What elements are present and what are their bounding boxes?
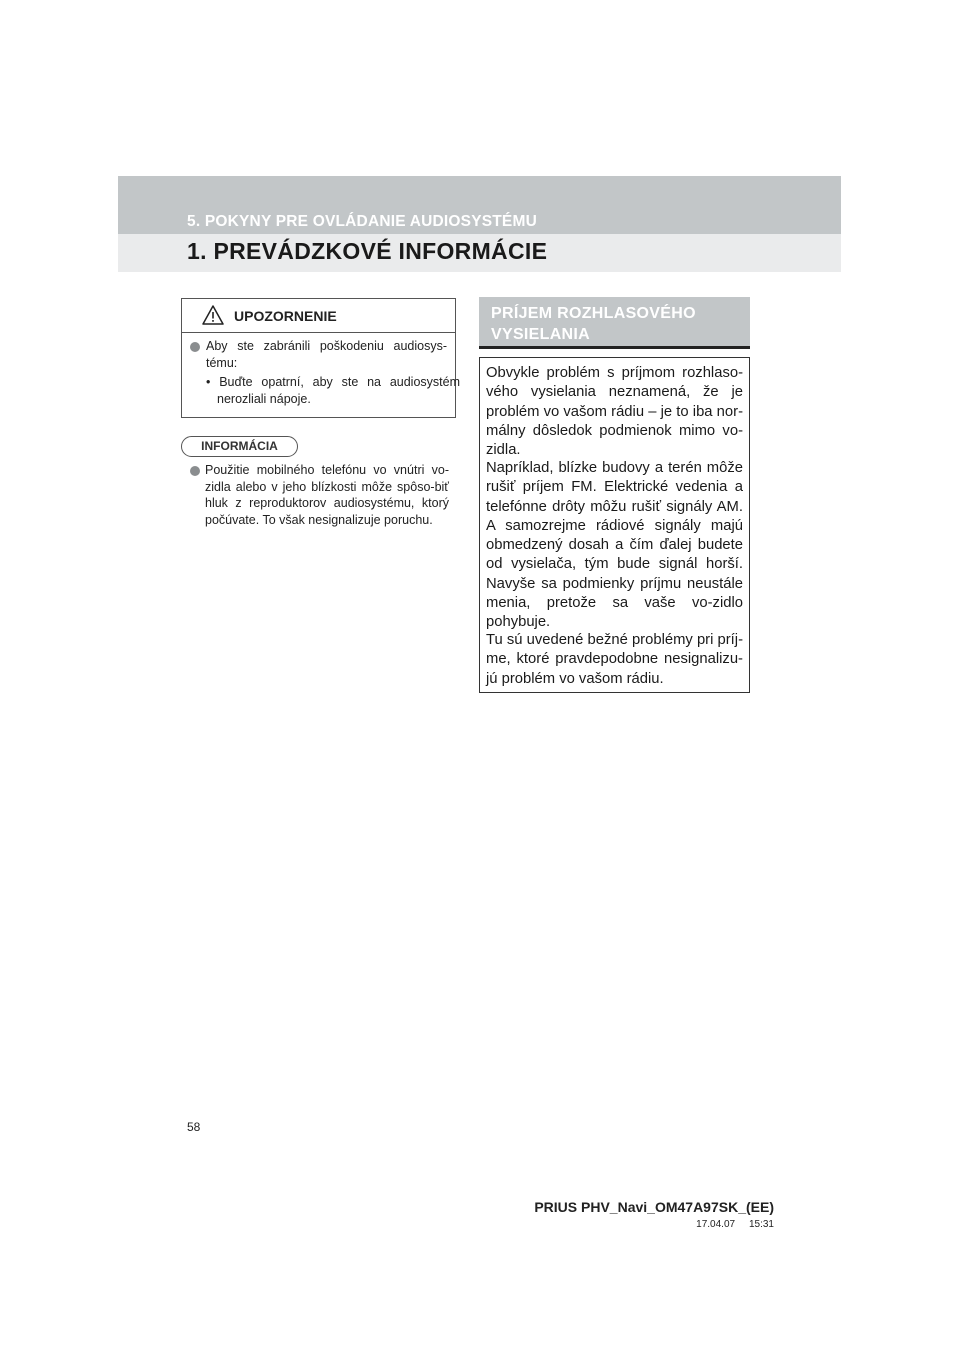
- page-number: 58: [187, 1120, 201, 1134]
- reception-heading: PRÍJEM ROZHLASOVÉHO VYSIELANIA: [491, 305, 696, 343]
- caution-box: [181, 298, 460, 418]
- reception-paragraph-3: Tu sú uvedené bežné problémy pri príj-me, ktoré pravdepodobne nesignalizu-jú problém vo vašom rádiu.: [486, 632, 743, 687]
- section-title: 5. POKYNY PRE OVLÁDANIE AUDIOSYSTÉMU: [187, 213, 537, 230]
- reception-box: [479, 357, 750, 693]
- info-text: Použitie mobilného telefónu vo vnútri vo-zidla alebo v jeho blízkosti môže spôso-biť hluk z reproduktorov audiosystému, ktorý počúvate. To však nesignalizuje poruchu.: [205, 463, 449, 527]
- caution-title: UPOZORNENIE: [234, 308, 337, 324]
- reception-paragraph-1: Obvykle problém s príjmom rozhlaso-vého vysielania neznamená, že je problém vo vašom rádiu – je to iba nor-málny dôsledok podmienok mimo vo-zidla.: [486, 365, 743, 459]
- caution-text: Aby ste zabránili poškodeniu audiosys-tému:: [206, 339, 447, 370]
- reception-heading-band: [479, 297, 750, 349]
- caution-header: [182, 299, 455, 333]
- info-badge: INFORMÁCIA: [181, 436, 298, 457]
- warning-icon: [202, 305, 224, 325]
- page-title: 1. PREVÁDZKOVÉ INFORMÁCIE: [187, 238, 548, 264]
- reception-paragraph-2: Napríklad, blízke budovy a terén môže rušiť príjem FM. Elektrické vedenia a telefónne drôty môžu rušiť signály AM. A samozrejme rádiové signály majú obmedzený dosah a čím ďalej budete od vysielača, tým bude signál horší. Navyše sa podmienky príjmu neustále menia, pretože sa vaše vo-zidlo pohybuje.: [486, 460, 743, 631]
- bullet-icon: [190, 466, 200, 476]
- document-code: PRIUS PHV_Navi_OM47A97SK_(EE): [534, 1199, 774, 1215]
- caution-subtext: • Buďte opatrní, aby ste na audiosystém nerozliali nápoje.: [206, 375, 460, 406]
- document-timestamp: 17.04.07 15:31: [696, 1219, 774, 1230]
- bullet-icon: [190, 342, 200, 352]
